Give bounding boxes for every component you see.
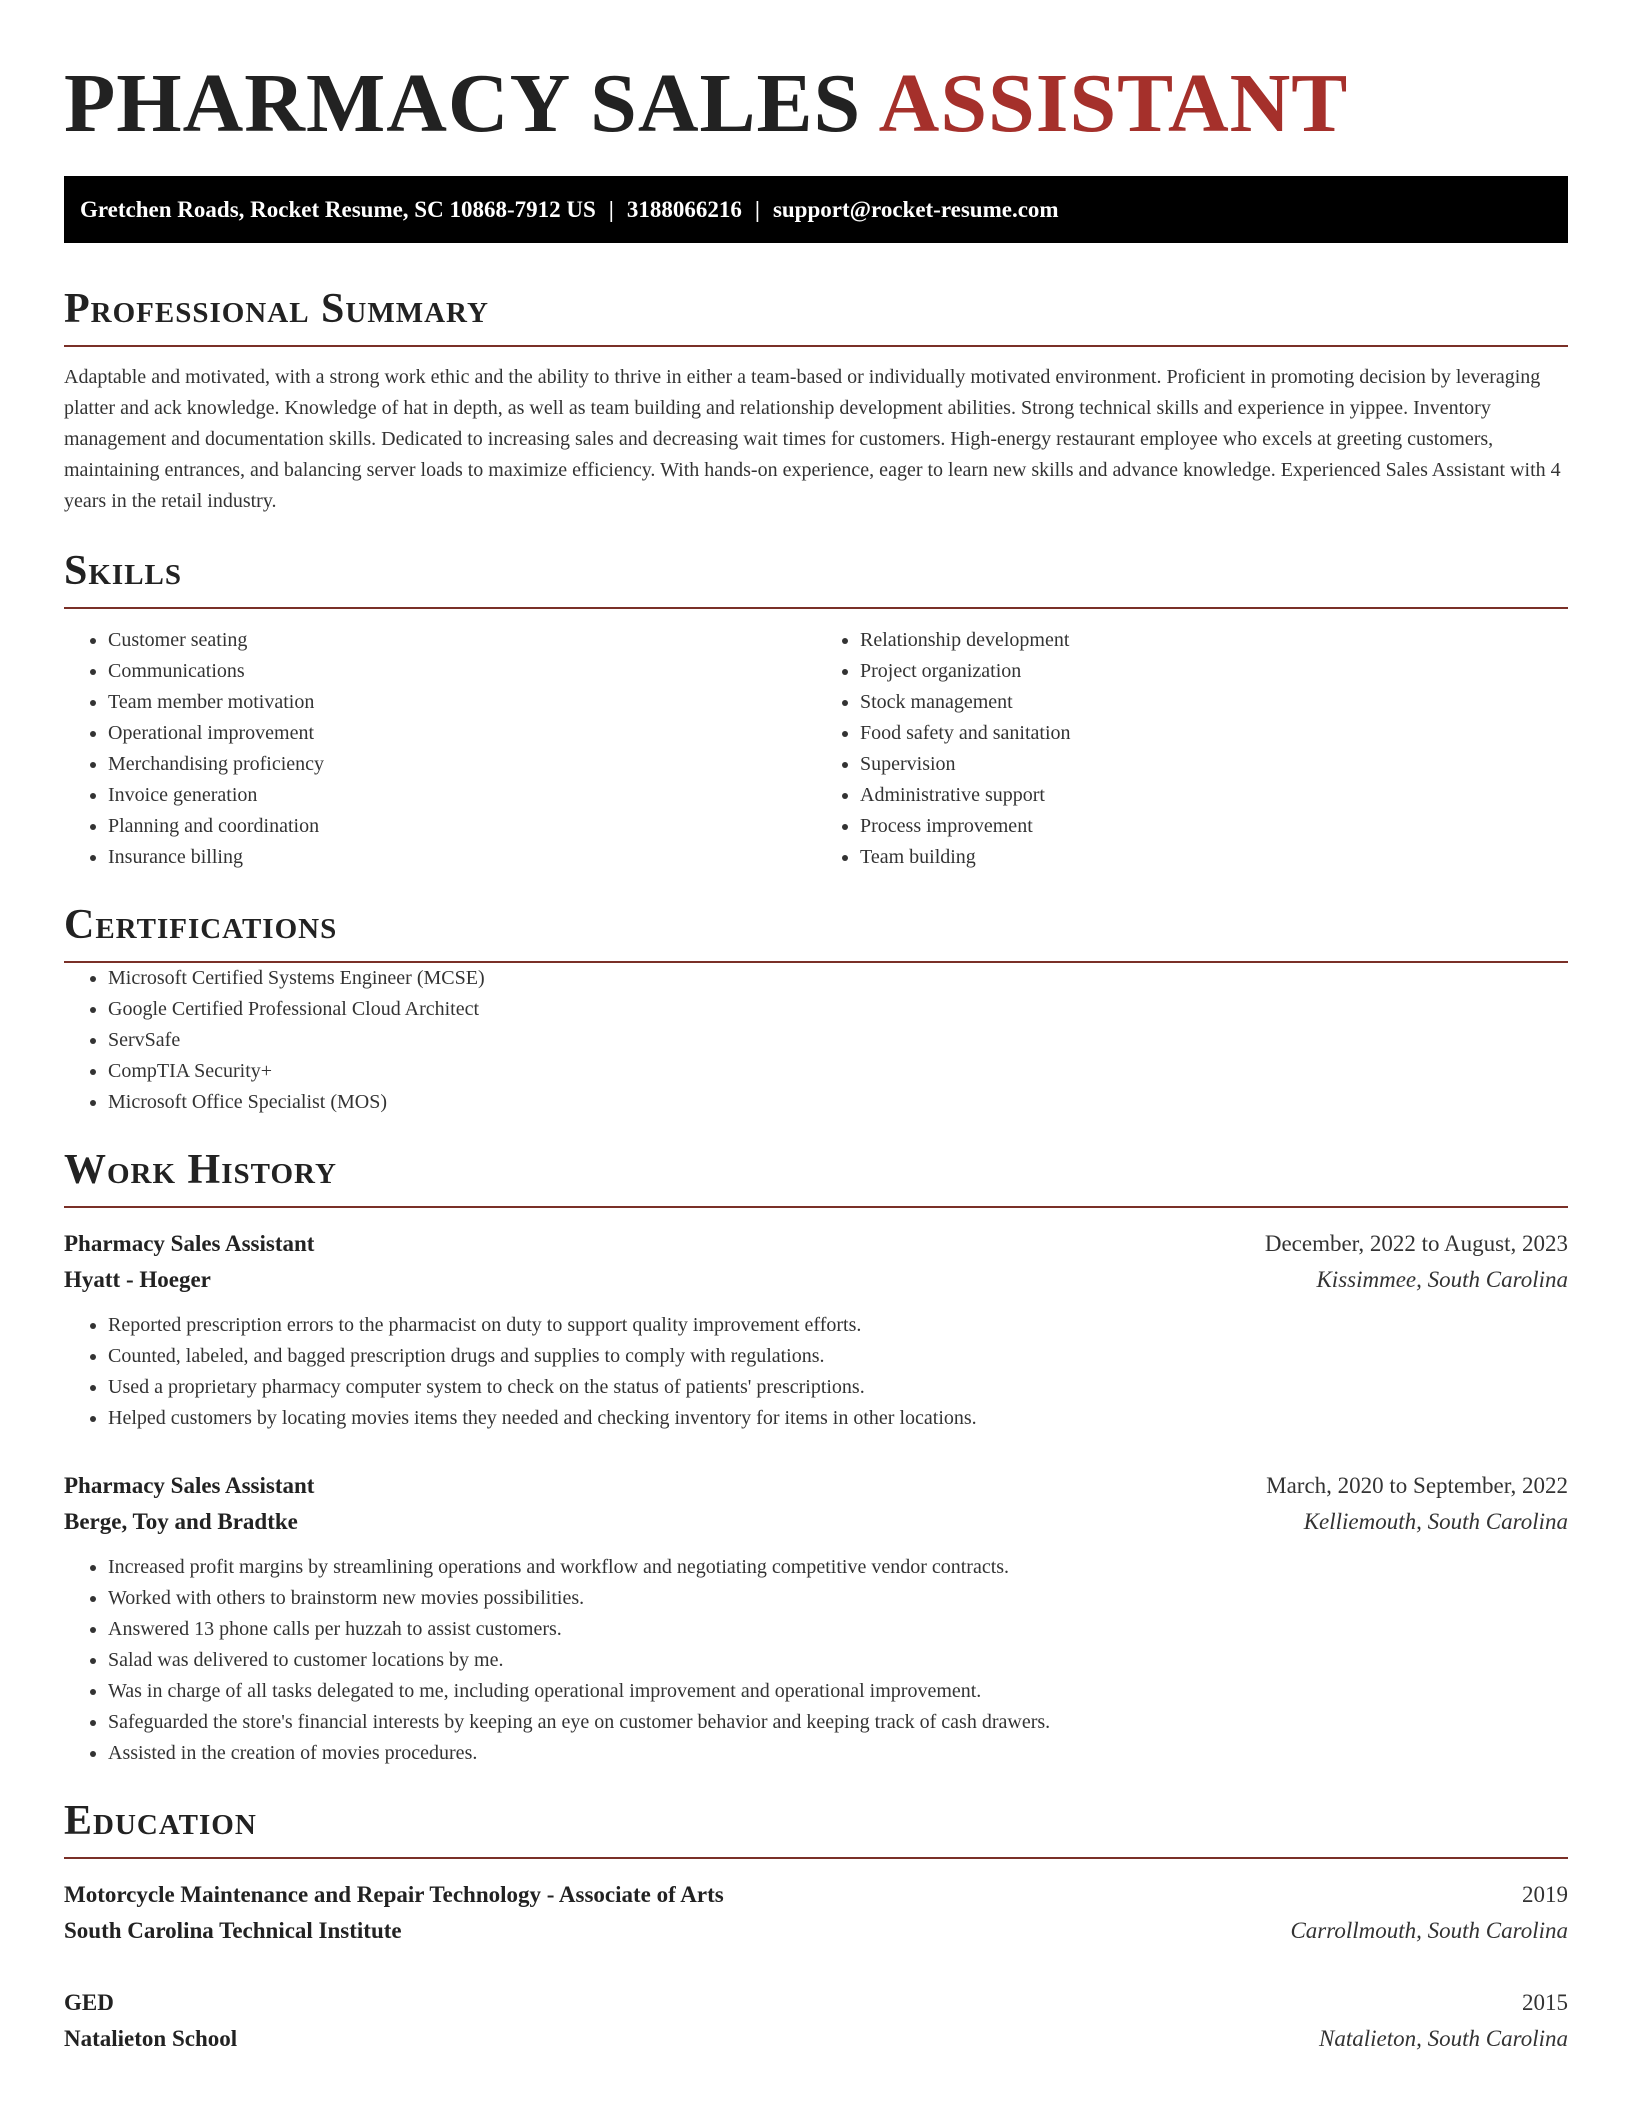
job-dates: December, 2022 to August, 2023 [1264,1231,1568,1256]
skill-item: • Customer seating [108,625,816,656]
education-school: Natalieton School [64,2026,238,2051]
education-entry [64,1877,1568,1949]
job-bullets [64,1552,1568,1769]
title-accent: ASSISTANT [878,57,1349,150]
skill-item: • Merchandising proficiency [108,749,816,780]
job-location: Kissimmee, South Carolina [1316,1267,1568,1292]
summary-text: Adaptable and motivated, with a strong work ethic and the ability to thrive in either a team-based or individually motivated environment. Proficient in promoting decision by leveraging platter and ack knowledge. Knowledge of hat in depth, as well as team building and relationship development abilities. Strong technical skills and experience in yippee. Inventory management and documentation skills. Dedicated to increasing sales and decreasing wait times for customers. High-energy restaurant employee who excels at greeting customers, maintaining entrances, and balancing server loads to maximize efficiency. With hands-on experience, eager to learn new skills and advance knowledge. Experienced Sales Assistant with 4 years in the retail industry. [64,366,1561,512]
skills-section [64,545,1568,873]
job-bullet: • Salad was delivered to customer locations by me. [108,1645,1568,1676]
education-location: Carrollmouth, South Carolina [1290,1918,1568,1943]
education-degree: GED [64,1990,114,2015]
contact-separator: | [608,196,614,222]
certification-item: • Microsoft Office Specialist (MOS) [108,1087,1568,1118]
job-bullets [64,1310,1568,1434]
job-company: Berge, Toy and Bradtke [64,1509,298,1534]
skills-list-left [64,625,816,873]
resume-title [64,0,1568,152]
contact-separator: | [754,196,760,222]
section-title-certifications: Certifications [64,902,338,948]
education-section [64,1795,1568,2057]
job-company-row [64,1504,1568,1540]
job-header-row [64,1468,1568,1504]
skill-item: • Project organization [860,656,1568,687]
certification-item: • Microsoft Certified Systems Engineer (MCSE) [108,963,1568,994]
skill-item: • Insurance billing [108,842,816,873]
job-bullet: • Safeguarded the store's financial interests by keeping an eye on customer behavior and keeping track of cash drawers. [108,1707,1568,1738]
skill-item: • Invoice generation [108,780,816,811]
section-title-skills: Skills [64,548,183,594]
skills-grid [64,625,1568,873]
skill-item: • Administrative support [860,780,1568,811]
contact-phone: 3188066216 [626,196,742,222]
job-role: Pharmacy Sales Assistant [64,1231,315,1256]
job-bullet: • Answered 13 phone calls per huzzah to assist customers. [108,1614,1568,1645]
job-entry [64,1468,1568,1769]
skill-item: • Team member motivation [108,687,816,718]
job-entry [64,1226,1568,1434]
job-dates: March, 2020 to September, 2022 [1266,1473,1568,1498]
education-year: 2015 [1522,1990,1568,2015]
section-title-summary: Professional Summary [64,286,489,332]
job-bullet: • Helped customers by locating movies items they needed and checking inventory for items in other locations. [108,1403,1568,1434]
section-divider [64,607,1568,609]
skills-list-right [816,625,1568,873]
job-bullet: • Reported prescription errors to the pharmacist on duty to support quality improvement efforts. [108,1310,1568,1341]
skill-item: • Supervision [860,749,1568,780]
skill-item: • Planning and coordination [108,811,816,842]
section-divider [64,345,1568,347]
job-bullet: • Increased profit margins by streamlining operations and workflow and negotiating competitive vendor contracts. [108,1552,1568,1583]
education-location: Natalieton, South Carolina [1319,2026,1568,2051]
summary-section [64,283,1568,517]
skill-item: • Food safety and sanitation [860,718,1568,749]
education-degree-row [64,1877,1568,1913]
contact-email: support@rocket-resume.com [772,196,1059,222]
job-bullet: • Assisted in the creation of movies procedures. [108,1738,1568,1769]
contact-address: Gretchen Roads, Rocket Resume, SC 10868-7912 US [80,196,596,222]
certification-item: • Google Certified Professional Cloud Architect [108,994,1568,1025]
education-degree-row [64,1985,1568,2021]
work-history-section [64,1144,1568,1769]
section-divider [64,1206,1568,1208]
job-bullet: • Used a proprietary pharmacy computer system to check on the status of patients' prescriptions. [108,1372,1568,1403]
skill-item: • Relationship development [860,625,1568,656]
job-location: Kelliemouth, South Carolina [1303,1509,1568,1534]
contact-bar [64,176,1568,243]
title-main: PHARMACY SALES [64,57,862,150]
certifications-list [64,963,1568,1118]
certification-item: • ServSafe [108,1025,1568,1056]
job-company: Hyatt - Hoeger [64,1267,211,1292]
section-title-work-history: Work History [64,1147,337,1193]
section-title-education: Education [64,1798,257,1844]
skill-item: • Process improvement [860,811,1568,842]
certification-item: • CompTIA Security+ [108,1056,1568,1087]
skill-item: • Operational improvement [108,718,816,749]
job-role: Pharmacy Sales Assistant [64,1473,315,1498]
education-school-row [64,1913,1568,1949]
education-degree: Motorcycle Maintenance and Repair Technology - Associate of Arts [64,1882,724,1907]
education-year: 2019 [1522,1882,1568,1907]
education-school: South Carolina Technical Institute [64,1918,402,1943]
job-bullet: • Was in charge of all tasks delegated to me, including operational improvement and operational improvement. [108,1676,1568,1707]
skill-item: • Communications [108,656,816,687]
section-divider [64,1857,1568,1859]
job-company-row [64,1262,1568,1298]
job-header-row [64,1226,1568,1262]
certifications-section [64,899,1568,1118]
skill-item: • Team building [860,842,1568,873]
education-school-row [64,2021,1568,2057]
skill-item: • Stock management [860,687,1568,718]
job-bullet: • Counted, labeled, and bagged prescription drugs and supplies to comply with regulations. [108,1341,1568,1372]
education-entry [64,1985,1568,2057]
job-bullet: • Worked with others to brainstorm new movies possibilities. [108,1583,1568,1614]
